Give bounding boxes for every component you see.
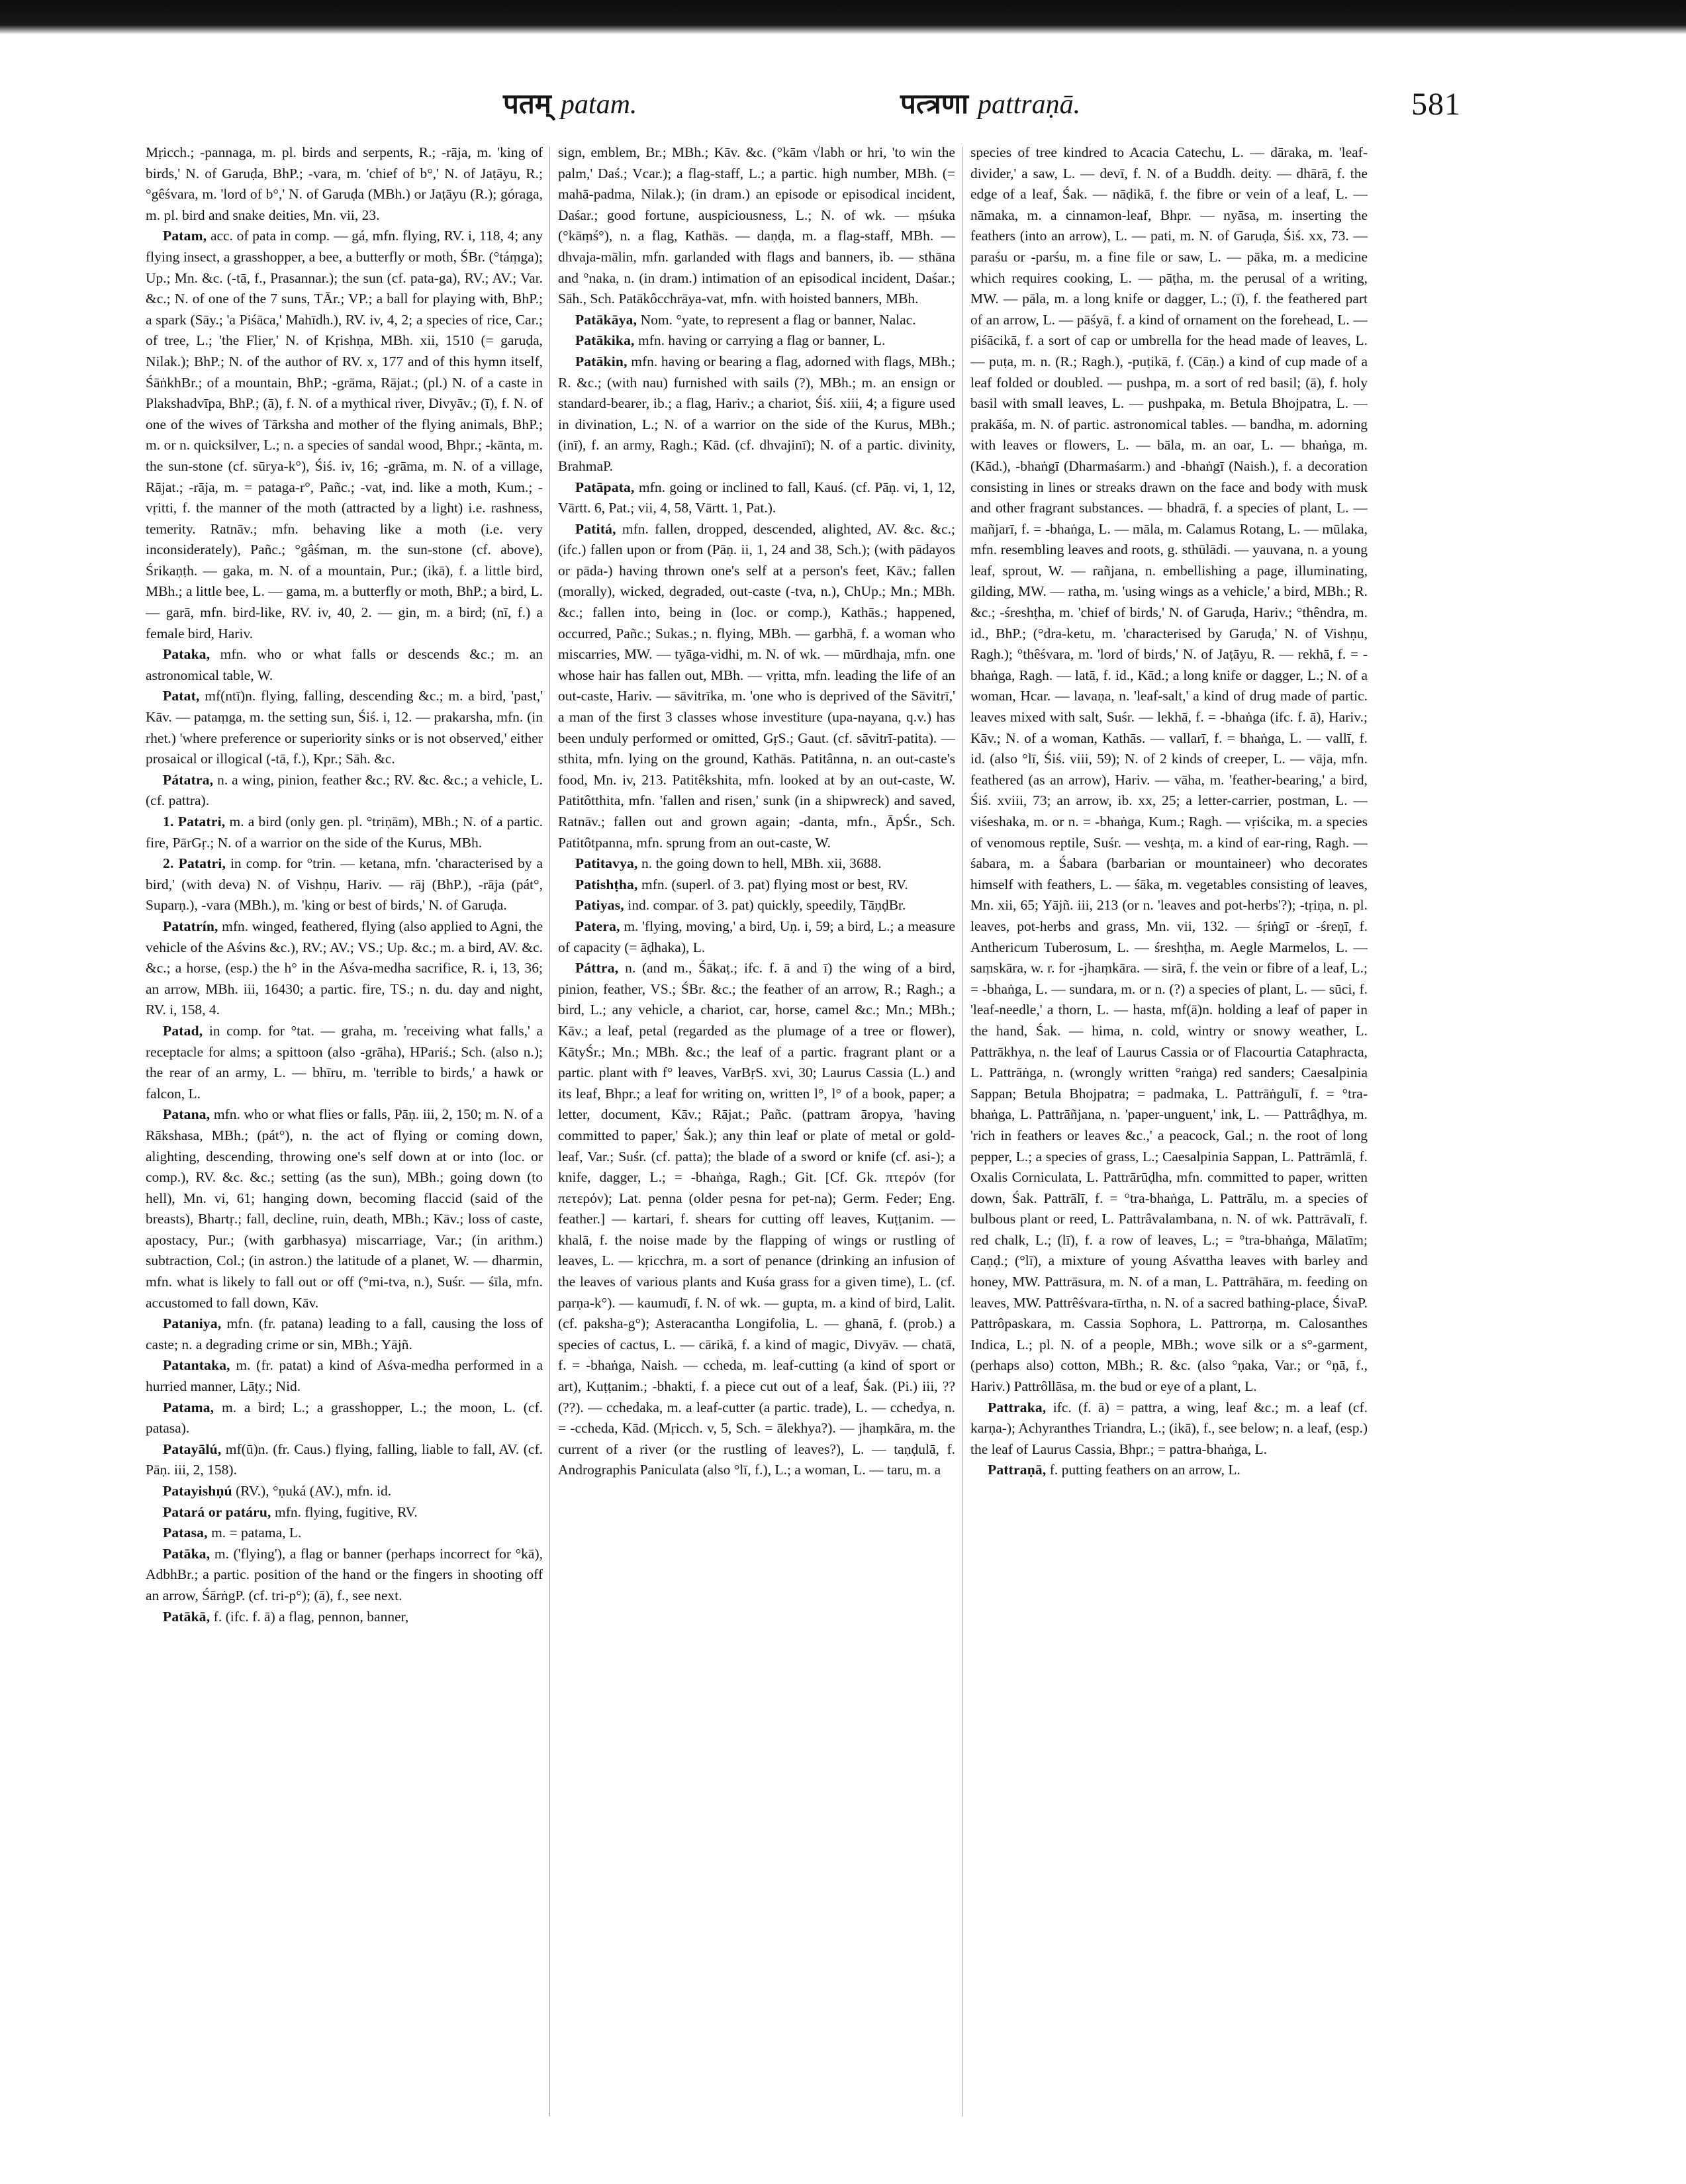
column-3 bbox=[970, 142, 1368, 2118]
entry-headword: Patishṭha, bbox=[575, 876, 638, 892]
dictionary-entry bbox=[558, 916, 955, 958]
entry-text: mfn. (superl. of 3. pat) flying most or best, RV. bbox=[641, 876, 908, 892]
entry-text: n. a wing, pinion, feather &c.; RV. &c. &c.; a vehicle, L. (cf. pattra). bbox=[146, 771, 543, 809]
dictionary-entry bbox=[970, 1460, 1368, 1481]
entry-headword: 1. Patatri, bbox=[163, 814, 226, 830]
entry-text: (RV.), °ṇuká (AV.), mfn. id. bbox=[236, 1483, 392, 1499]
entry-headword: 2. Patatri, bbox=[163, 855, 226, 872]
entry-headword: Patākin, bbox=[575, 353, 628, 369]
dictionary-entry bbox=[146, 1313, 543, 1355]
entry-text: m. = patama, L. bbox=[211, 1525, 302, 1541]
entry-text: acc. of pata in comp. — gá, mfn. flying, RV. i, 118, 4; any flying insect, a grasshopper, a bee, a butterfly or moth, ŚBr. (°táṃga); Up.; Mn. &c. (-tā, f., Prasannar.); the sun (cf. pata-ga), RV.; AV.; Var. &c.; N. of one of the 7 suns, TĀr.; VP.; a ball for playing with, BhP.; a spark (Sāy.; 'a Piśāca,' Mahīdh.), RV. iv, 4, 2; a species of rice, Car.; of tree, L.; 'the Flier,' N. of Kṛishṇa, MBh. xii, 1510 (= garuḍa, Nilak.); BhP.; N. of the author of RV. x, 177 and of this hymn itself, ŚāṅkhBr.; of a mountain, BhP.; -grāma, Rājat.; (pl.) N. of a caste in Plakshadvīpa, BhP.; (ā), f. N. of a mythical river, Divyāv.; (ī), f. N. of one of the wives of Tārksha and mother of the flying animals, BhP.; m. or n. quicksilver, L.; n. a species of sandal wood, Bhpr.; -kānta, m. the sun-stone (cf. sūrya-k°), Śiś. iv, 16; -grāma, m. N. of a village, Rājat.; -rāja, m. = pataga-r°, Pañc.; -vat, ind. like a moth, Kum.; -vṛitti, f. the manner of the moth (attracted by a light) i.e. rashness, temerity. Ratnāv.; mfn. behaving like a moth (i.e. very inconsiderately), Pañc.; °gâśman, m. the sun-stone (cf. above), Śrikaṇṭh. — gaka, m. N. of a mountain, Pur.; (ikā), f. a little bird, MBh.; a little bee, L. — gama, m. a butterfly or moth, BhP.; a bird, L. — garā, mfn. bird-like, RV. iv, 40, 2. — gin, m. a bird; (nī, f.) a female bird, Hariv. bbox=[146, 228, 543, 641]
running-head-right bbox=[900, 85, 1080, 124]
entry-headword: Pattraṇā, bbox=[988, 1462, 1047, 1478]
entry-text: sign, emblem, Br.; MBh.; Kāv. &c. (°kām √labh or hri, 'to win the palm,' Daś.; Vcar.); a flag-staff, L.; a partic. high number, MBh. (= mahā-padma, Nilak.); (in dram.) an episode or episodical incident, Daśar.; good fortune, auspiciousness, L.; N. of wk. — ṃśuka (°kāṃś°), n. a flag, Kathās. — daṇḍa, m. a flag-staff, MBh. — dhvaja-mālin, mfn. garlanded with flags and banners, ib. — sthāna and °naka, n. (in dram.) intimation of an episodical incident, Daśar.; Sāh., Sch. Patākôcchrāya-vat, mfn. with hoisted banners, MBh. bbox=[558, 144, 955, 307]
dictionary-entry bbox=[146, 1021, 543, 1104]
dictionary-entry bbox=[146, 1523, 543, 1544]
entry-headword: Patana, bbox=[163, 1106, 211, 1123]
entry-headword: Patama, bbox=[163, 1399, 214, 1415]
entry-headword: Patākā, bbox=[163, 1608, 211, 1625]
running-head-left bbox=[503, 85, 637, 124]
dictionary-entry bbox=[558, 142, 955, 310]
entry-headword: Patākika, bbox=[575, 332, 635, 349]
dictionary-entry bbox=[146, 1104, 543, 1313]
entry-headword: Patasa, bbox=[163, 1525, 208, 1541]
entry-headword: Patāka, bbox=[163, 1545, 211, 1562]
left-headword-latin: patam. bbox=[560, 89, 637, 120]
entry-text: mfn. having or bearing a flag, adorned with flags, MBh.; R. &c.; (with nau) furnished with sails (?), MBh.; m. an ensign or standard-bearer, ib.; a flag, Hariv.; a chariot, Śiś. xiii, 4; a figure used in divination, L.; N. of a warrior on the side of the Kurus, MBh.; (inī), f. an army, Ragh.; Kād. (cf. dhvajinī); N. of a partic. divinity, BrahmaP. bbox=[558, 353, 955, 474]
entry-text: mf(ntī)n. flying, falling, descending &c.; m. a bird, 'past,' Kāv. — pataṃga, m. the setting sun, Śiś. i, 12. — prakarsha, mfn. (in rhet.) 'where preference or superiority sinks or is not observed,' either prosaical or illogical (-tā, f.), Kpr.; Sāh. &c. bbox=[146, 688, 543, 767]
dictionary-entry bbox=[558, 310, 955, 331]
entry-headword: Patayishṇú bbox=[163, 1483, 232, 1499]
dictionary-entry bbox=[558, 958, 955, 1481]
dictionary-entry bbox=[146, 1481, 543, 1502]
entry-text: m. a bird (only gen. pl. °triṇām), MBh.; N. of a partic. fire, PārGṛ.; N. of a warrior on the side of the Kurus, MBh. bbox=[146, 814, 543, 851]
dictionary-entry bbox=[146, 1439, 543, 1481]
dictionary-entry bbox=[146, 1607, 543, 1628]
dictionary-entry bbox=[146, 812, 543, 853]
dictionary-entry bbox=[146, 644, 543, 686]
right-headword-devanagari: पत्त्रणा bbox=[900, 89, 968, 120]
column-2 bbox=[558, 142, 955, 2118]
entry-text: mfn. fallen, dropped, descended, alighted, AV. &c. &c.; (ifc.) fallen upon or from (Pāṇ. ii, 1, 24 and 38, Sch.); (with pādayos or pāda-) having thrown one's self at a person's feet, Kāv.; fallen (morally), wicked, degraded, out-caste (-tva, n.), ChUp.; Mn.; MBh. &c.; fallen into, being in (loc. or comp.), Kathās.; happened, occurred, Pañc.; Sukas.; n. flying, MBh. — garbhā, f. a woman who miscarries, MW. — tyāga-vidhi, m. N. of wk. — mūrdhaja, mfn. one whose hair has fallen out, MBh. — vṛitta, mfn. leading the life of an out-caste, Hariv. — sāvitrīka, m. 'one who is deprived of the Sāvitrī,' a man of the first 3 classes whose investiture (upa-nayana, q.v.) has been unduly performed or omitted, GṛS.; Gaut. (cf. sāvitrī-patita). — sthita, mfn. lying on the ground, Kathās. Patitânna, n. an out-caste's food, Mn. iv, 213. Patitêkshita, mfn. looked at by an out-caste, W. Patitôtthita, mfn. 'fallen and risen,' sunk (in a shipwreck) and saved, Ratnāv.; fallen out and grown again; -danta, mfn., ĀpŚr., Sch. Patitôtpanna, mfn. sprung from an out-caste, W. bbox=[558, 520, 955, 851]
entry-text: Mṛicch.; -pannaga, m. pl. birds and serpents, R.; -rāja, m. 'king of birds,' N. of Garuḍa, BhP.; -vara, m. 'chief of b°,' N. of Jaṭāyu, R.; °gêśvara, m. 'lord of b°,' N. of Garuḍa (MBh.) or Jaṭāyu (R.); góraga, m. pl. bird and snake deities, Mn. vii, 23. bbox=[146, 144, 543, 223]
entry-headword: Patantaka, bbox=[163, 1357, 230, 1374]
entry-text: in comp. for °trin. — ketana, mfn. 'characterised by a bird,' (with deva) N. of Vishṇu, Hariv. — rāj (BhP.), -rāja (pát°, Suparṇ.), -vara (MBh.), m. 'king or best of birds,' N. of Garuḍa. bbox=[146, 855, 543, 914]
entry-headword: Patad, bbox=[163, 1022, 203, 1039]
entry-text: m. ('flying'), a flag or banner (perhaps incorrect for °kā), AdbhBr.; a partic. position of the hand or the fingers in shooting off an arrow, ŚārṅgP. (cf. tri-p°); (ā), f., see next. bbox=[146, 1545, 543, 1603]
entry-headword: Patera, bbox=[575, 918, 620, 934]
entry-text: mf(ū)n. (fr. Caus.) flying, falling, liable to fall, AV. (cf. Pāṇ. iii, 2, 158). bbox=[146, 1441, 543, 1478]
entry-headword: Páttra, bbox=[575, 960, 619, 976]
dictionary-entry bbox=[146, 1398, 543, 1439]
dictionary-entry bbox=[970, 1398, 1368, 1460]
entry-text: ifc. (f. ā) = pattra, a wing, leaf &c.; m. a leaf (cf. karṇa-); Achyranthes Triandra, L.; (ikā), f., see below; n. a leaf, (esp.) the leaf of Laurus Cassia, Bhpr.; = pattra-bhaṅga, L. bbox=[970, 1399, 1368, 1457]
entry-text: mfn. who or what falls or descends &c.; m. an astronomical table, W. bbox=[146, 646, 543, 683]
dictionary-entry bbox=[146, 142, 543, 226]
entry-headword: Patayālú, bbox=[163, 1441, 222, 1457]
column-1 bbox=[146, 142, 543, 2118]
dictionary-entry bbox=[146, 853, 543, 916]
dictionary-entry bbox=[146, 1355, 543, 1397]
entry-headword: Patitá, bbox=[575, 520, 616, 537]
column-divider bbox=[549, 147, 550, 2116]
running-head bbox=[0, 85, 1686, 138]
entry-text: mfn. having or carrying a flag or banner, L. bbox=[637, 332, 886, 349]
entry-text: species of tree kindred to Acacia Catechu, L. — dāraka, m. 'leaf-divider,' a saw, L. — devī, f. N. of a Buddh. deity. — dhārā, f. the edge of a leaf, Śak. — nāḍikā, f. the fibre or vein of a leaf, L. — nāmaka, m. a cinnamon-leaf, Bhpr. — nyāsa, m. inserting the feathers (into an arrow), L. — pati, m. N. of Garuḍa, Śiś. xx, 73. — paraśu or -parśu, m. a fine file or saw, L. — pāka, m. a medicine which requires cooking, L. — pāṭha, m. the perusal of a writing, MW. — pāla, m. a long knife or dagger, L.; (ī), f. the feathered part of an arrow, L. — pāśyā, f. a kind of ornament on the forehead, L. — piśācikā, f. a sort of cap or umbrella for the head made of leaves, L. — puṭa, m. n. (R.; Ragh.), -puṭikā, f. (Cāṇ.) a kind of cup made of a leaf folded or doubled. — pushpa, m. a sort of red basil; (ā), f. holy basil with small leaves, L. — pushpaka, m. Betula Bhojpatra, L. — prakāśa, m. N. of partic. astronomical tables. — bandha, m. adorning with leaves or flowers, L. — bāla, m. an oar, L. — bhaṅga, m. (Kād.), -bhaṅgī (Dharmaśarm.) and -bhaṅgī (Naish.), f. a decoration consisting in lines or streaks drawn on the face and body with musk and other fragrant substances. — bhadrā, f. a species of plant, L. — mañjarī, f. = -bhaṅga, L. — māla, m. Calamus Rotang, L. — mūlaka, mfn. resembling leaves and roots, g. sthūlādi. — yauvana, n. a young leaf, sprout, W. — rañjana, n. embellishing a page, illuminating, gilding, MW. — ratha, m. 'using wings as a vehicle,' a bird, MBh.; R. &c.; -śreshṭha, m. 'chief of birds,' N. of Garuḍa, Hariv.; °thêndra, m. id., BhP.; (°dra-ketu, m. 'characterised by Garuḍa,' N. of Vishṇu, Ragh.); °thêśvara, m. 'lord of birds,' N. of Jaṭāyu, R. — rekhā, f. = -bhaṅga, Ragh. — latā, f. id., Kād.; a long knife or dagger, L.; N. of a woman, Hcar. — lavaṇa, n. 'leaf-salt,' a kind of drug made of partic. leaves mixed with salt, Suśr. — lekhā, f. = -bhaṅga (ifc. f. ā), Hariv.; Kāv.; N. of a woman, Kathās. — vallarī, f. = bhaṅga, L. — vallī, f. id. (also °lī, Śiś. viii, 59); N. of 2 kinds of creeper, L. — vāja, mfn. feathered (as an arrow), Hariv. — vāha, m. 'feather-bearing,' a bird, Śiś. xviii, 73; an arrow, ib. xx, 25; a letter-carrier, postman, L. — viśeshaka, m. or n. = -bhaṅga, Kum.; Ragh. — vṛiścika, m. a species of venomous reptile, Suśr. — veshṭa, m. a kind of ear-ring, Ragh. — śabara, m. a Śabara (barbarian or mountaineer) who decorates himself with feathers, L. — śāka, m. vegetables consisting of leaves, Mn. xii, 65; Yājñ. iii, 213 (or n. 'leaves and pot-herbs'?); -tṛiṇa, n. pl. leaves, pot-herbs and grass, Mn. vii, 132. — śṛiṅgī or -śreṇī, f. Anthericum Tuberosum, L. — śreshṭha, m. Aegle Marmelos, L. — saṃskāra, w. r. for -jhaṃkāra. — sirā, f. the vein or fibre of a leaf, L.; = -bhaṅga, L. — sundara, m. or n. (?) a species of plant, L. — sūci, f. 'leaf-needle,' a thorn, L. — hasta, mf(ā)n. holding a leaf of paper in the hand, Śak. — hima, n. cold, wintry or snowy weather, L. Pattrākhya, n. the leaf of Laurus Cassia or of Flacourtia Cataphracta, L. Pattrāṅga, n. (wrongly written °raṅga) red sanders; Caesalpinia Sappan; Betula Bhojpatra; = padmaka, L. Pattrāṅgulī, f. = °tra-bhaṅga, L. Pattrāñjana, n. 'paper-unguent,' ink, L. — Pattrâḍhya, m. 'rich in feathers or leaves &c.,' a peacock, Gal.; n. the root of long pepper, L.; a species of grass, L.; Caesalpinia Sappan, L. Pattrāmlā, f. Oxalis Corniculata, L. Pattrārūḍha, mfn. committed to paper, written down, Śak. Pattrālī, f. = °tra-bhaṅga, L. Pattrālu, m. a species of bulbous plant or reed, L. Pattrâvalambana, n. N. of wk. Pattrāvalī, f. red chalk, L.; (lī), f. a row of leaves, L.; = °tra-bhaṅga, Mālatīm; Caṇḍ.; (°lī), a mixture of young Aśvattha leaves with barley and honey, MW. Pattrāsura, m. N. of a man, L. Pattrāhāra, m. feeding on leaves, MW. Pattrêśvara-tīrtha, n. N. of a sacred bathing-place, ŚivaP. Pattrôpaskara, m. Cassia Sophora, L. Pattrorṇa, m. Calosanthes Indica, L.; pl. N. of a people, MBh.; wove silk or a s°-garment, (perhaps also) cotton, MBh.; R. &c. (also °ṇaka, Var.; or °ṇā, f., Hariv.) Pattrôllāsa, m. the bud or eye of a plant, L. bbox=[970, 144, 1368, 1395]
entry-text: m. (fr. patat) a kind of Aśva-medha performed in a hurried manner, Lāṭy.; Nid. bbox=[146, 1357, 543, 1395]
entry-text: in comp. for °tat. — graha, m. 'receiving what falls,' a receptacle for alms; a spittoon (also -grāha), HPariś.; Sch. (also n.); the rear of an army, L. — bhīru, m. 'terrible to birds,' a hawk or falcon, L. bbox=[146, 1022, 543, 1102]
dictionary-entry bbox=[146, 226, 543, 644]
entry-headword: Pataka, bbox=[163, 646, 211, 663]
dictionary-entry bbox=[558, 352, 955, 477]
entry-text: mfn. going or inclined to fall, Kauś. (cf. Pāṇ. vi, 1, 12, Vārtt. 6, Pat.; vii, 4, 58, Vārtt. 1, Pat.). bbox=[558, 479, 955, 516]
entry-headword: Patará or patáru, bbox=[163, 1503, 271, 1520]
entry-headword: Patitavya, bbox=[575, 855, 638, 872]
entry-headword: Pattraka, bbox=[988, 1399, 1047, 1415]
dictionary-entry bbox=[558, 875, 955, 896]
entry-text: f. putting feathers on an arrow, L. bbox=[1049, 1462, 1241, 1478]
entry-text: n. the going down to hell, MBh. xii, 3688. bbox=[641, 855, 882, 872]
entry-text: ind. compar. of 3. pat) quickly, speedily, TāṇḍBr. bbox=[628, 897, 906, 914]
entry-text: mfn. (fr. patana) leading to a fall, causing the loss of caste; n. a degrading crime or sin, MBh.; Yājñ. bbox=[146, 1315, 543, 1353]
dictionary-entry bbox=[558, 853, 955, 875]
entry-text: f. (ifc. f. ā) a flag, pennon, banner, bbox=[213, 1608, 409, 1625]
dictionary-entry bbox=[558, 330, 955, 352]
entry-headword: Pataniya, bbox=[163, 1315, 222, 1332]
dictionary-entry bbox=[146, 686, 543, 769]
entry-headword: Patākāya, bbox=[575, 311, 637, 328]
entry-text: mfn. flying, fugitive, RV. bbox=[275, 1503, 418, 1520]
page-number: 581 bbox=[1411, 87, 1461, 122]
dictionary-entry bbox=[558, 477, 955, 519]
entry-text: Nom. °yate, to represent a flag or banner, Nalac. bbox=[640, 311, 916, 328]
dictionary-entry bbox=[146, 770, 543, 812]
entry-headword: Patiyas, bbox=[575, 897, 624, 914]
right-headword-latin: pattraṇā. bbox=[977, 89, 1081, 120]
entry-text: mfn. who or what flies or falls, Pāṇ. iii, 2, 150; m. N. of a Rākshasa, MBh.; (pát°), n. the act of flying or coming down, alighting, descending, throwing one's self down at or into (loc. or comp.), RV. &c. &c.; setting (as the sun), MBh.; going down (to hell), Mn. vi, 61; hanging down, becoming flaccid (said of the breasts), Bhartṛ.; fall, decline, ruin, death, MBh.; Kāv.; loss of caste, apostacy, Pur.; (with garbhasya) miscarriage, Var.; (in arithm.) subtraction, Col.; (in astron.) the latitude of a planet, W. — dharmin, mfn. what is likely to fall out or off (°mi-tva, n.), Suśr. — śīla, mfn. accustomed to fall down, Kāv. bbox=[146, 1106, 543, 1311]
scan-border bbox=[0, 0, 1686, 34]
dictionary-entry bbox=[558, 895, 955, 916]
entry-text: m. 'flying, moving,' a bird, Uṇ. i, 59; a bird, L.; a measure of capacity (= āḍhaka), L. bbox=[558, 918, 955, 955]
dictionary-entry bbox=[146, 916, 543, 1021]
entry-text: m. a bird; L.; a grasshopper, L.; the moon, L. (cf. patasa). bbox=[146, 1399, 543, 1437]
entry-headword: Patāpata, bbox=[575, 479, 635, 495]
entry-headword: Patatrín, bbox=[163, 918, 218, 934]
dictionary-entry bbox=[558, 519, 955, 854]
entry-text: mfn. winged, feathered, flying (also applied to Agni, the vehicle of the Aśvins &c.), RV.; AV.; VS.; Up. &c.; m. a bird, AV. &c. &c.; a horse, (esp.) the h° in the Aśva-medha sacrifice, R. i, 13, 36; an arrow, MBh. iii, 16430; a partic. fire, TS.; n. du. day and night, RV. i, 158, 4. bbox=[146, 918, 543, 1018]
entry-headword: Pátatra, bbox=[163, 771, 214, 788]
dictionary-entry bbox=[970, 142, 1368, 1398]
entry-text: n. (and m., Śākaṭ.; ifc. f. ā and ī) the wing of a bird, pinion, feather, VS.; ŚBr. &c.; the feather of an arrow, R.; Ragh.; a bird, L.; any vehicle, a chariot, car, horse, camel &c.; Mn.; MBh.; Kāv.; a leaf, petal (regarded as the plumage of a tree or flower), KātyŚr.; Mn.; MBh. &c.; the leaf of a partic. fragrant plant or a partic. plant with f° leaves, VarBṛS. xvi, 30; Laurus Cassia (L.) and its leaf, Bhpr.; a leaf for writing on, written l°, l° of a book, paper; a letter, document, Kāv.; Rājat.; Pañc. (pattram āropya, 'having committed to paper,' Śak.); any thin leaf or plate of metal or gold-leaf, Var.; Suśr. (cf. patta); the blade of a sword or knife (cf. asi-); a knife, dagger, L.; = -bhaṅga, Ragh.; Git. [Cf. Gk. πτερόν (for πετερόν); Lat. penna (older pesna for pet-na); Germ. Feder; Eng. feather.] — kartari, f. shears for cutting off leaves, Kuṭṭanim. — khalā, f. the noise made by the flapping of wings or rustling of leaves, L. — kṛicchra, m. a sort of penance (drinking an infusion of the leaves of various plants and Kuśa grass for a given time), L. (cf. parṇa-k°). — kaumudī, f. N. of wk. — gupta, m. a kind of bird, Lalit. (cf. paksha-g°); Asteracantha Longifolia, L. — ghanā, f. (prob.) a species of cactus, L. — cārikā, f. a kind of magic, Divyāv. — chatā, f. = -bhaṅga, Naish. — ccheda, m. leaf-cutting (a kind of sport or art), Kuṭṭanim.; -bhakti, f. a piece cut out of a leaf, Śak. (Pi.) iii, ?? (??). — cchedaka, m. a leaf-cutter (a partic. trade), L. — cchedya, n. = -ccheda, Kād. (Mṛicch. v, 5, Sch. = ālekhya?). — jhaṃkāra, m. the current of a river (or the rustling of leaves?), L. — taṇḍulā, f. Andrographis Paniculata (also °lī, f.), L.; a woman, L. — taru, m. a bbox=[558, 960, 955, 1478]
dictionary-entry bbox=[146, 1502, 543, 1523]
entry-headword: Patat, bbox=[163, 688, 200, 704]
entry-headword: Patam, bbox=[163, 228, 207, 244]
left-headword-devanagari: पतम् bbox=[503, 89, 551, 120]
dictionary-entry bbox=[146, 1544, 543, 1607]
